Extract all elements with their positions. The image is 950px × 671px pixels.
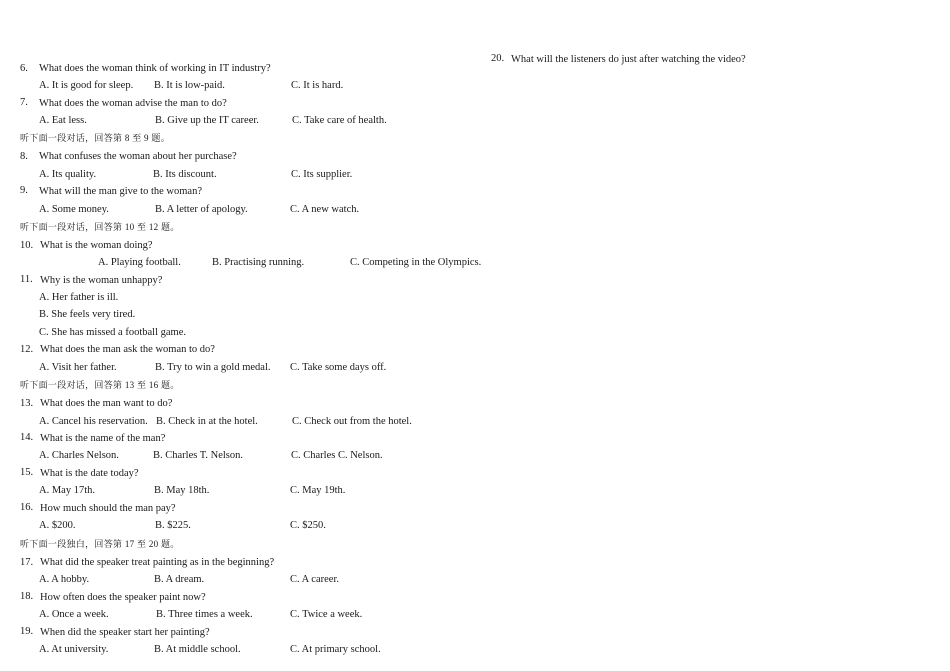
option-a: A. Cancel his reservation. xyxy=(39,416,148,427)
option-b: B. At middle school. xyxy=(154,644,241,655)
question-text: What does the woman advise the man to do? xyxy=(39,98,227,109)
question-text: How much should the man pay? xyxy=(40,503,176,514)
option-a: A. A hobby. xyxy=(39,574,90,585)
option-c: C. Take care of health. xyxy=(292,115,387,126)
option-c: C. Twice a week. xyxy=(290,609,363,620)
section-heading: 听下面一段独白，回答第 17 至 20 题。 xyxy=(20,539,180,549)
option-a: A. Her father is ill. xyxy=(39,292,119,303)
question-text: What does the woman think of working in IT industry? xyxy=(39,63,271,74)
question-number: 19. xyxy=(20,626,34,637)
question-text: What does the man want to do? xyxy=(40,398,173,409)
option-b: B. Try to win a gold medal. xyxy=(155,362,271,373)
option-b: B. May 18th. xyxy=(154,485,210,496)
option-b: B. Three times a week. xyxy=(156,609,253,620)
question-text: What confuses the woman about her purchase? xyxy=(39,151,237,162)
question-number: 16. xyxy=(20,502,34,513)
question-number: 18. xyxy=(20,591,34,602)
question-number: 13. xyxy=(20,398,34,409)
question-number: 7. xyxy=(20,97,28,108)
question-number: 8. xyxy=(20,151,28,162)
question-text: What did the speaker treat painting as in the beginning? xyxy=(40,557,275,568)
question-text: What is the name of the man? xyxy=(40,433,166,444)
question-number: 14. xyxy=(20,432,34,443)
question-number: 10. xyxy=(20,240,34,251)
option-a: A. Eat less. xyxy=(39,115,87,126)
question-text: What will the man give to the woman? xyxy=(39,186,202,197)
option-b: B. It is low-paid. xyxy=(154,80,225,91)
question-number: 11. xyxy=(20,274,33,285)
option-b: B. She feels very tired. xyxy=(39,309,136,320)
option-c: C. Take some days off. xyxy=(290,362,387,373)
option-c: C. May 19th. xyxy=(290,485,346,496)
question-number: 9. xyxy=(20,185,28,196)
option-b: B. Give up the IT career. xyxy=(155,115,259,126)
option-c: C. $250. xyxy=(290,520,326,531)
option-b: B. Practising running. xyxy=(212,257,305,268)
option-b: B. Its discount. xyxy=(153,169,217,180)
option-c: C. She has missed a football game. xyxy=(39,327,186,338)
option-b: B. A dream. xyxy=(154,574,205,585)
question-text: Why is the woman unhappy? xyxy=(40,275,163,286)
option-c: C. Competing in the Olympics. xyxy=(350,257,482,268)
option-a: A. Some money. xyxy=(39,204,109,215)
question-text: When did the speaker start her painting? xyxy=(40,627,210,638)
question-text: What does the man ask the woman to do? xyxy=(40,344,215,355)
option-c: C. Its supplier. xyxy=(291,169,353,180)
option-a: A. May 17th. xyxy=(39,485,95,496)
option-a: A. It is good for sleep. xyxy=(39,80,134,91)
section-heading: 听下面一段对话，回答第 8 至 9 题。 xyxy=(20,133,171,143)
option-a: A. Once a week. xyxy=(39,609,109,620)
question-number: 15. xyxy=(20,467,34,478)
option-a: A. Charles Nelson. xyxy=(39,450,119,461)
question-text: What is the woman doing? xyxy=(40,240,153,251)
option-c: C. It is hard. xyxy=(291,80,344,91)
option-b: B. Check in at the hotel. xyxy=(156,416,258,427)
section-heading: 听下面一段对话，回答第 13 至 16 题。 xyxy=(20,380,180,390)
option-c: C. A new watch. xyxy=(290,204,360,215)
option-c: C. A career. xyxy=(290,574,339,585)
option-b: B. Charles T. Nelson. xyxy=(153,450,244,461)
option-b: B. A letter of apology. xyxy=(155,204,248,215)
question-number: 12. xyxy=(20,344,34,355)
option-a: A. Its quality. xyxy=(39,169,97,180)
question-number: 17. xyxy=(20,557,34,568)
question-text: What will the listeners do just after watching the video? xyxy=(511,54,746,65)
option-a: A. Visit her father. xyxy=(39,362,117,373)
question-number: 6. xyxy=(20,63,28,74)
option-b: B. $225. xyxy=(155,520,191,531)
option-c: C. Check out from the hotel. xyxy=(292,416,412,427)
option-a: A. $200. xyxy=(39,520,76,531)
section-heading: 听下面一段对话，回答第 10 至 12 题。 xyxy=(20,222,180,232)
option-c: C. At primary school. xyxy=(290,644,381,655)
question-text: What is the date today? xyxy=(40,468,139,479)
option-a: A. Playing football. xyxy=(98,257,181,268)
question-text: How often does the speaker paint now? xyxy=(40,592,206,603)
question-number: 20. xyxy=(491,53,505,64)
option-a: A. At university. xyxy=(39,644,109,655)
option-c: C. Charles C. Nelson. xyxy=(291,450,383,461)
